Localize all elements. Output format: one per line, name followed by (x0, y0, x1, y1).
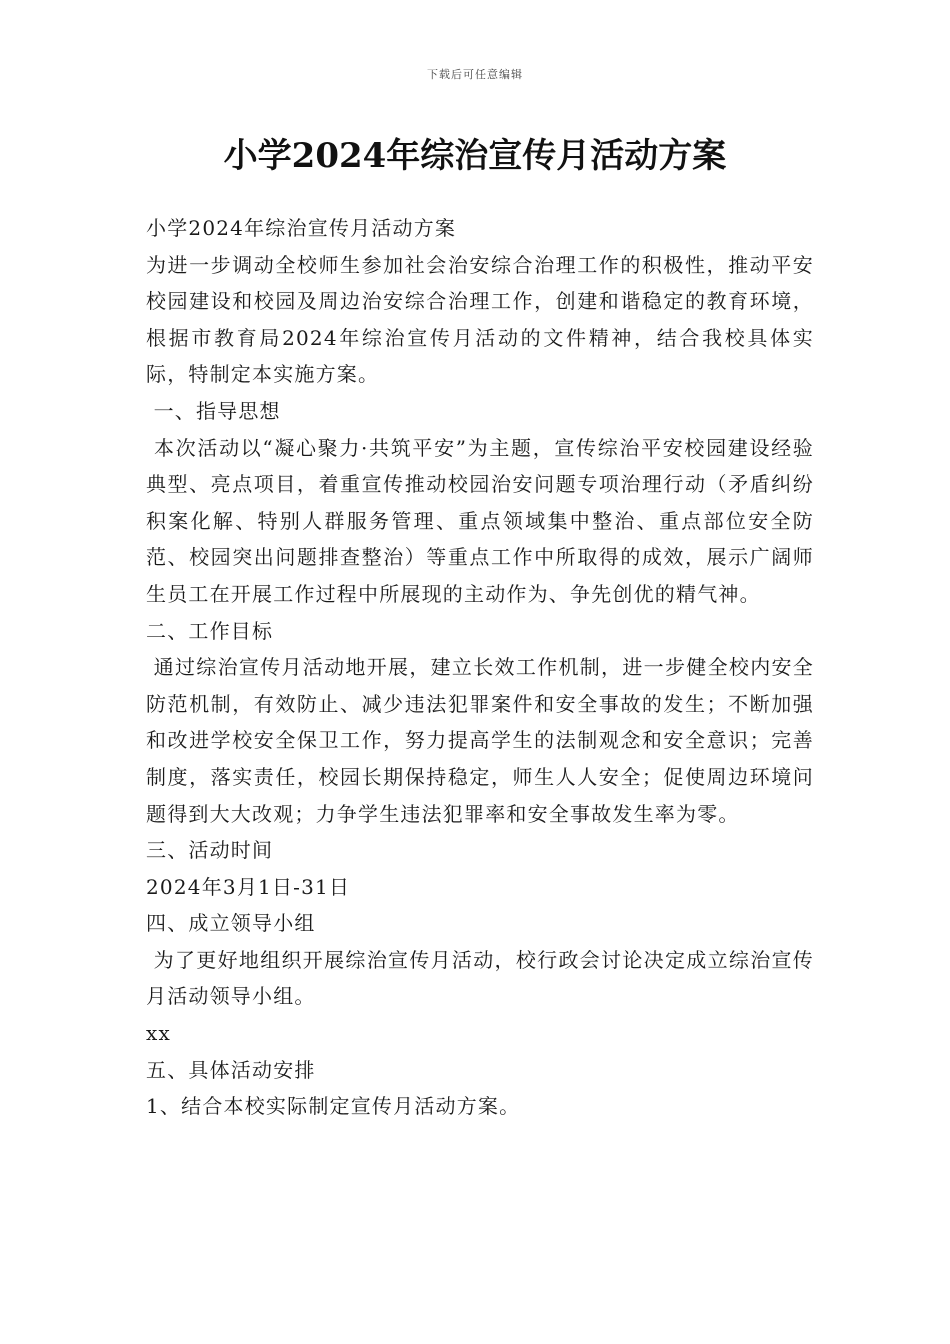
work-goals-paragraph: 通过综治宣传月活动地开展，建立长效工作机制，进一步健全校内安全防范机制，有效防止、减少违法犯罪案件和安全事故的发生；不断加强和改进学校安全保卫工作，努力提高学生的法制观念和安全意识；完善制度，落实责任，校园长期保持稳定，师生人人安全；促使周边环境问题得到大大改观；力争学生违法犯罪率和安全事故发生率为零。 (146, 655, 815, 826)
header-note: 下载后可任意编辑 (427, 68, 523, 81)
leadership-group-paragraph: 为了更好地组织开展综治宣传月活动，校行政会讨论决定成立综治宣传月活动领导小组。 (146, 947, 815, 1009)
section-heading-activity-arrangements: 五、具体活动安排 (146, 1057, 316, 1082)
activity-time-text: 2024年3月1日-31日 (146, 874, 351, 899)
section-heading-work-goals: 二、工作目标 (146, 618, 274, 643)
section-heading-leadership-group: 四、成立领导小组 (146, 911, 316, 936)
leadership-group-members: xx (146, 1021, 171, 1046)
section-heading-activity-time: 三、活动时间 (146, 838, 274, 863)
section-heading-guiding-thought: 一、指导思想 (146, 398, 281, 423)
document-body (146, 210, 814, 1125)
intro-paragraph: 为进一步调动全校师生参加社会治安综合治理工作的积极性，推动平安校园建设和校园及周边治安综合治理工作，创建和谐稳定的教育环境，根据市教育局2024年综治宣传月活动的文件精神，结合我校具体实际，特制定本实施方案。 (146, 252, 814, 387)
doc-subtitle: 小学2024年综治宣传月活动方案 (146, 216, 457, 240)
arrangement-item-1: 1、结合本校实际制定宣传月活动方案。 (146, 1094, 521, 1119)
guiding-thought-paragraph: 本次活动以“凝心聚力·共筑平安”为主题，宣传综治平安校园建设经验典型、亮点项目，着重宣传推动校园治安问题专项治理行动（矛盾纠纷积案化解、特别人群服务管理、重点领域集中整治、重点部位安全防范、校园突出问题排查整治）等重点工作中所取得的成效，展示广阔师生员工在开展工作过程中所展现的主动作为、争先创优的精气神。 (146, 435, 814, 606)
document-title: 小学2024年综治宣传月活动方案 (223, 136, 727, 176)
